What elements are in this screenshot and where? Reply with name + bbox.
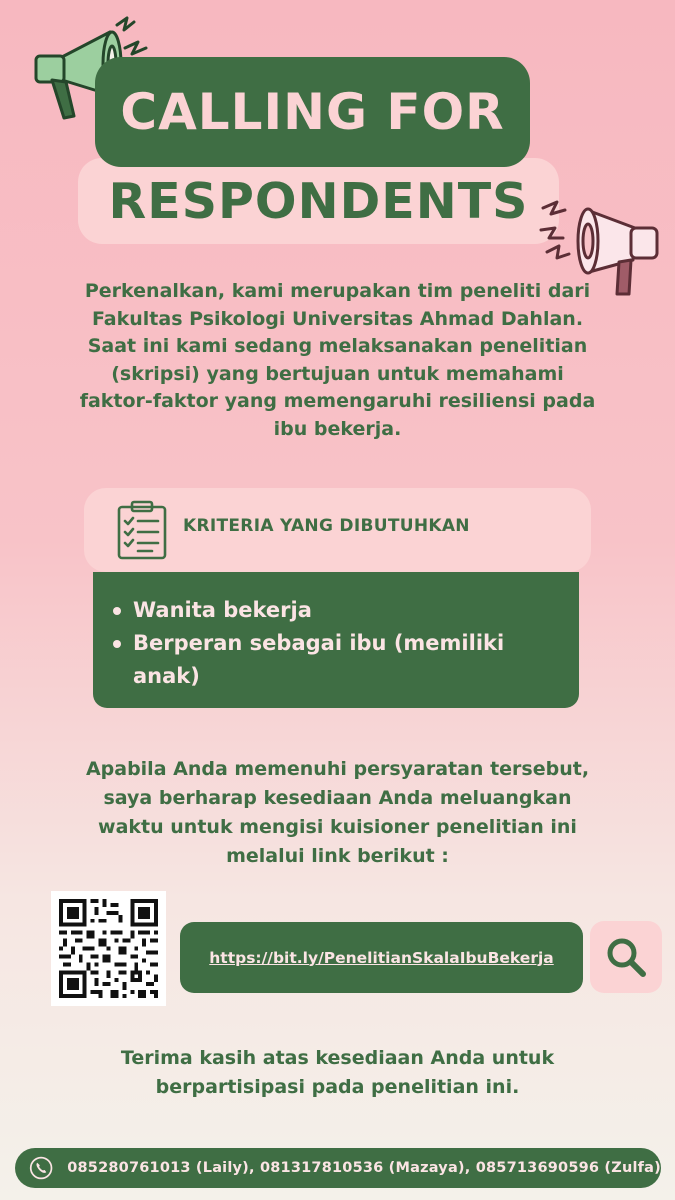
title-line1: CALLING FOR [120,83,505,141]
intro-paragraph [60,278,615,443]
intro-line: Saat ini kami sedang melaksanakan penelitian [87,335,588,357]
survey-link[interactable]: https://bit.ly/PenelitianSkalaIbuBekerja [209,948,554,967]
request-paragraph [50,755,625,871]
title-banner-respondents [78,158,559,244]
search-icon [602,933,650,981]
thanks-line: berpartisipasi pada penelitian ini. [155,1076,520,1098]
qr-code-pattern [51,891,166,1006]
criteria-item: Berperan sebagai ibu (memiliki anak) [133,627,559,693]
clipboard-checklist-icon [116,500,168,560]
criteria-item: Wanita bekerja [133,594,559,627]
contact-footer [15,1148,661,1188]
survey-link-box [180,922,583,993]
contact-numbers: 085280761013 (Laily), 081317810536 (Mazaya), 085713690596 (Zulfa) [67,1160,661,1176]
intro-line: Fakultas Psikologi Universitas Ahmad Dahlan. [91,307,584,330]
request-line: melalui link berikut : [226,845,449,867]
intro-line: faktor-faktor yang memengaruhi resiliensi pada [79,390,596,412]
intro-line: Perkenalkan, kami merupakan tim peneliti dari [84,280,591,302]
title-banner-calling-for [95,57,530,167]
phone-icon [29,1154,53,1182]
thanks-line: Terima kasih atas kesediaan Anda untuk [120,1047,555,1069]
thanks-paragraph [60,1044,615,1102]
request-line: Apabila Anda memenuhi persyaratan tersebut, [85,758,590,780]
request-line: waktu untuk mengisi kuisioner penelitian ini [98,816,577,838]
title-line2: RESPONDENTS [108,172,529,230]
qr-code[interactable] [51,891,166,1006]
request-line: saya berharap kesediaan Anda meluangkan [103,787,572,809]
intro-line: ibu bekerja. [273,417,402,440]
criteria-list [133,594,559,693]
criteria-title: KRITERIA YANG DIBUTUHKAN [183,516,470,536]
search-button[interactable] [590,921,662,993]
intro-line: (skripsi) yang bertujuan untuk memahami [111,362,564,385]
criteria-list-panel [93,572,579,708]
